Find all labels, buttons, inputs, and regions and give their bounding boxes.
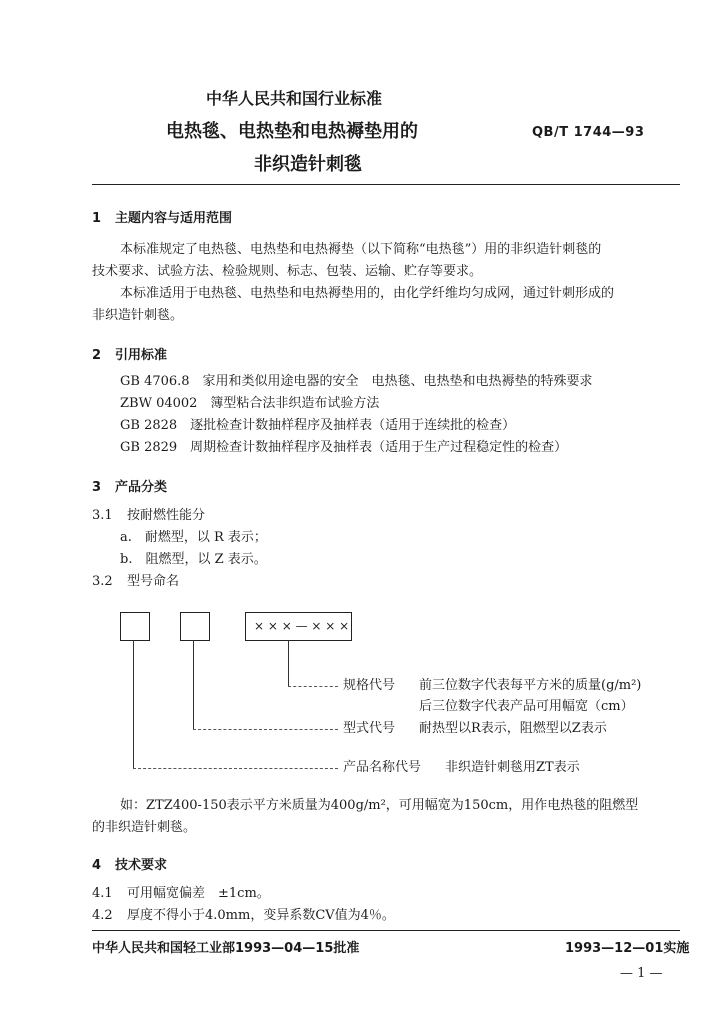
subsection-number: 3.2 [92,574,113,589]
reference-item: ZBW 04002 簿型粘合法非织造布试验方法 [120,396,380,411]
type-code-description: 耐热型以R表示，阻燃型以Z表示 [419,721,607,736]
type-code-box [180,612,210,641]
paragraph-line: 本标准规定了电热毯、电热垫和电热褥垫（以下简称“电热毯”）用的非织造针刺毯的 [120,242,602,257]
list-item: a. 耐燃型，以 R 表示； [120,530,267,545]
example-line: 的非织造针刺毯。 [92,820,197,835]
product-name-code-description: 非织造针刺毯用ZT表示 [445,760,580,775]
spec-code-label: 规格代号 [343,678,396,693]
approval-statement: 中华人民共和国轻工业部1993—04—15批准 [92,941,360,956]
section-title: 技术要求 [115,858,168,873]
spec-code-description: 前三位数字代表每平方米的质量(g/m²) [419,678,642,693]
document-title-line1: 电热毯、电热垫和电热褥垫用的 [166,121,418,142]
document-title-line2: 非织造针刺毯 [254,154,362,175]
connector-line [288,686,338,687]
footer-rule [92,930,680,931]
connector-line [133,640,134,768]
section-number: 4 [92,858,102,873]
section-number: 1 [92,211,102,226]
issuing-authority: 中华人民共和国行业标准 [206,89,383,108]
paragraph-line: 技术要求、试验方法、检验规则、标志、包装、运输、贮存等要求。 [92,264,483,279]
subsection-number: 4.1 [92,886,113,901]
connector-line [133,768,338,769]
product-name-code-box [120,612,150,641]
header-rule [92,184,680,185]
spec-code-box [245,612,352,641]
list-item: b. 阻燃型，以 Z 表示。 [120,552,267,567]
spec-code-placeholder: × × × — × × × [254,619,350,633]
product-name-code-label: 产品名称代号 [343,760,422,775]
subsection-title: 按耐燃性能分 [127,508,206,523]
example-line: 如：ZTZ400-150表示平方米质量为400g/m²，可用幅宽为150cm，用作电热毯的阻燃型 [120,798,639,813]
type-code-label: 型式代号 [343,721,396,736]
subsection-number: 3.1 [92,508,113,523]
standard-code: QB/T 1744—93 [532,125,645,140]
section-title: 引用标准 [115,348,168,363]
spec-code-description: 后三位数字代表产品可用幅宽（cm） [419,699,634,714]
subsection-number: 4.2 [92,908,113,923]
connector-line [193,640,194,729]
subsection-text: 厚度不得小于4.0mm，变异系数CV值为4％。 [127,908,395,923]
paragraph-line: 本标准适用于电热毯、电热垫和电热褥垫用的，由化学纤维均匀成网，通过针刺形成的 [120,286,615,301]
subsection-text: 可用幅宽偏差 ±1cm。 [127,886,270,901]
section-number: 2 [92,348,102,363]
page-number: — 1 — [620,966,663,981]
effective-date: 1993—12—01实施 [565,941,690,956]
reference-item: GB 2829 周期检查计数抽样程序及抽样表（适用于生产过程稳定性的检查） [120,440,568,455]
section-title: 主题内容与适用范围 [115,211,233,226]
connector-line [193,729,338,730]
section-title: 产品分类 [115,480,168,495]
subsection-title: 型号命名 [127,574,180,589]
paragraph-line: 非织造针刺毯。 [92,308,184,323]
reference-item: GB 2828 逐批检查计数抽样程序及抽样表（适用于连续批的检查） [120,418,516,433]
section-number: 3 [92,480,102,495]
connector-line [288,640,289,686]
reference-item: GB 4706.8 家用和类似用途电器的安全 电热毯、电热垫和电热褥垫的特殊要求 [120,374,593,389]
